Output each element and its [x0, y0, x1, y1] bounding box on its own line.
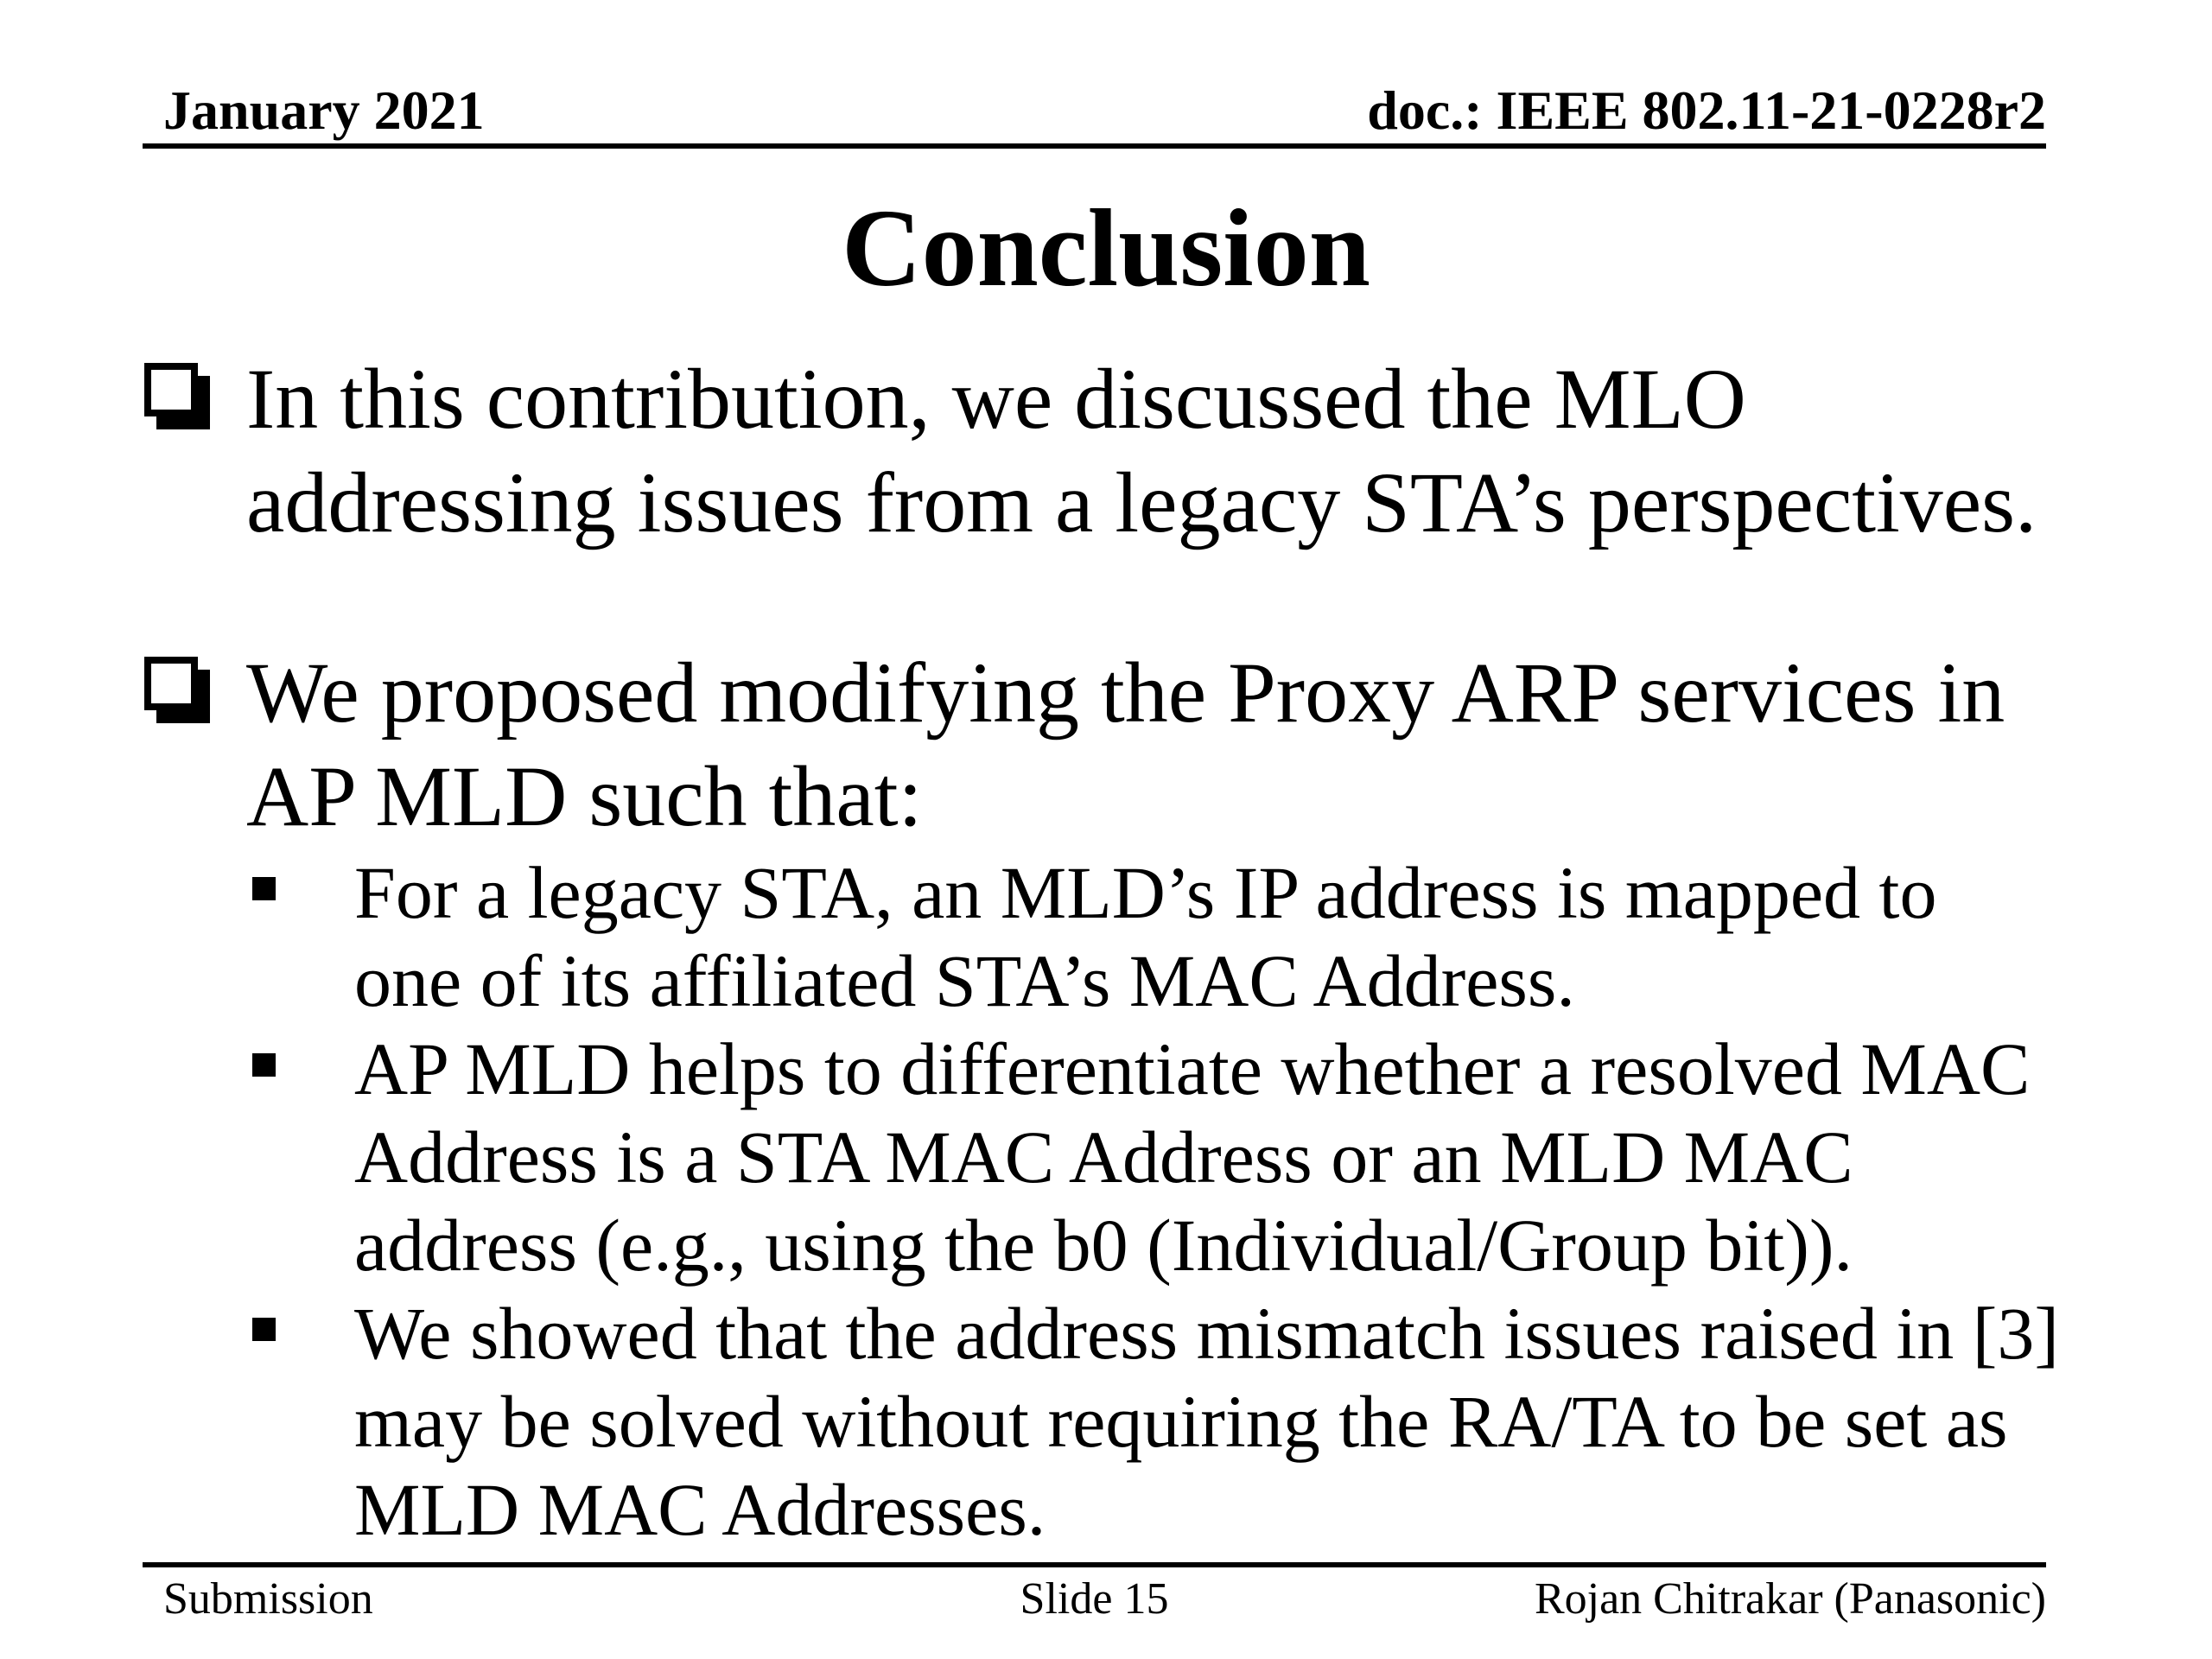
- footer-slide-number: Slide 15: [1020, 1574, 1169, 1624]
- sub-bullet-item-3: [143, 1289, 2078, 1554]
- bullet-face: [144, 363, 198, 416]
- header-date: January 2021: [163, 79, 485, 141]
- filled-square-bullet-icon: [252, 1318, 276, 1341]
- bullet-face: [144, 657, 198, 710]
- footer-submission: Submission: [163, 1574, 373, 1624]
- bullet-item-1: [143, 347, 2078, 555]
- sub-bullet-item-1: [143, 849, 2078, 1025]
- slide-header: [143, 78, 2046, 143]
- footer-author: Rojan Chitrakar (Panasonic): [1534, 1574, 2046, 1624]
- bullet-line: AP MLD helps to differentiate whether a resolved MAC: [354, 1027, 2031, 1110]
- slide-footer: [143, 1573, 2046, 1626]
- bullet-line: For a legacy STA, an MLD’s IP address is mapped to: [354, 851, 1937, 934]
- shadowed-square-bullet-icon: [144, 363, 212, 432]
- slide-body: [143, 347, 2078, 1554]
- bullet-item-2: [143, 641, 2078, 849]
- bullet-line: We proposed modifying the Proxy ARP services in: [246, 645, 2005, 741]
- bullet-line: In this contribution, we discussed the MLO: [246, 351, 1746, 447]
- bullet-line: MLD MAC Addresses.: [354, 1468, 1046, 1551]
- header-rule: [143, 143, 2046, 149]
- sub-bullet-item-2: [143, 1025, 2078, 1289]
- filled-square-bullet-icon: [252, 1053, 276, 1077]
- bullet-line: AP MLD such that:: [246, 748, 923, 844]
- bullet-line: We showed that the address mismatch issues raised in [3]: [354, 1292, 2060, 1375]
- filled-square-bullet-icon: [252, 877, 276, 900]
- bullet-line: address (e.g., using the b0 (Individual/Group bit)).: [354, 1204, 1853, 1287]
- bullet-line: one of its affiliated STA’s MAC Address.: [354, 939, 1575, 1022]
- page-title: Conclusion: [842, 187, 1370, 309]
- bullet-line: may be solved without requiring the RA/TA to be set as: [354, 1380, 2008, 1463]
- bullet-line: addressing issues from a legacy STA’s perspectives.: [246, 454, 2037, 550]
- bullet-line: Address is a STA MAC Address or an MLD MAC: [354, 1116, 1853, 1198]
- shadowed-square-bullet-icon: [144, 657, 212, 726]
- footer-rule: [143, 1562, 2046, 1567]
- header-doc-number: doc.: IEEE 802.11-21-0228r2: [1367, 79, 2046, 141]
